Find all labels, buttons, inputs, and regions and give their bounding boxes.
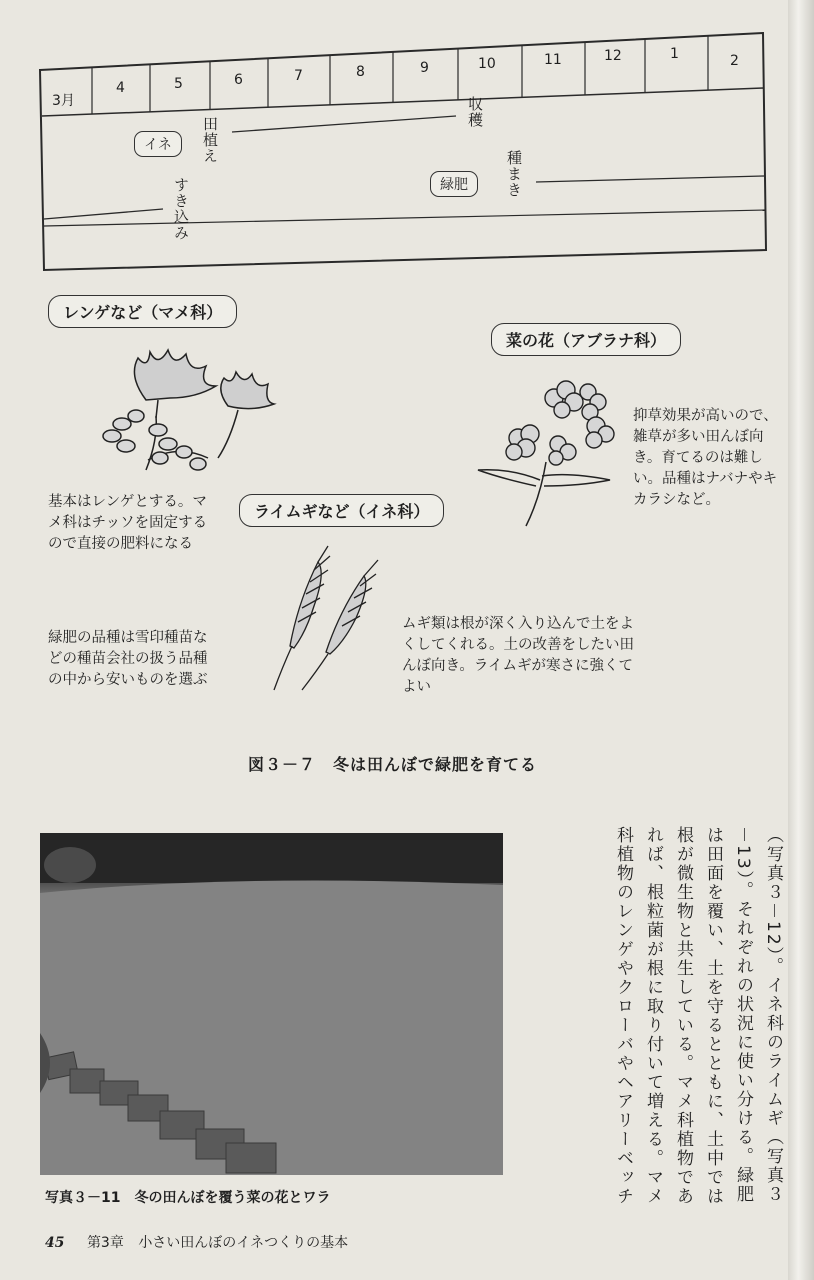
green-manure-tag: 緑肥 — [430, 171, 478, 197]
rice-tag: イネ — [134, 131, 182, 157]
renge-title: レンゲなど（マメ科） — [48, 295, 237, 328]
month-label: 12 — [604, 48, 622, 64]
month-label: 4 — [116, 80, 125, 96]
photo-caption: 写真３－11 冬の田んぼを覆う菜の花とワラ — [45, 1190, 331, 1206]
nanohana-illustration — [470, 368, 630, 528]
calendar-frame — [0, 0, 814, 290]
nanohana-note: 抑草効果が高いので、雑草が多い田んぼ向き。育てるのは難しい。品種はナバナやキカラシなど。 — [633, 408, 778, 508]
variety-note: 緑肥の品種は雪印種苗などの種苗会社の扱う品種の中から安いものを選ぶ — [48, 630, 208, 688]
nanohana-title: 菜の花（アブラナ科） — [491, 323, 681, 356]
transplant-label: 田植え — [201, 116, 219, 164]
planting-calendar — [0, 0, 814, 290]
plow-in-label: すき込み — [172, 177, 190, 241]
month-label: 11 — [544, 52, 562, 68]
month-label: 1 — [670, 46, 679, 62]
renge-note: 基本はレンゲとする。マメ科はチッソを固定するので直接の肥料になる — [48, 494, 208, 552]
month-label: 7 — [294, 68, 303, 84]
figure-caption: 図３－７ 冬は田んぼで緑肥を育てる — [248, 755, 538, 774]
page-footer — [45, 1232, 348, 1252]
field-photo — [40, 833, 503, 1175]
month-label: 2 — [730, 53, 739, 69]
month-label: 6 — [234, 72, 243, 88]
raimugi-note: ムギ類は根が深く入り込んで土をよくしてくれる。土の改善をしたい田んぼ向き。ライムギが寒さに強くてよい — [402, 616, 634, 695]
chapter-title: 小さい田んぼのイネつくりの基本 — [138, 1235, 349, 1251]
raimugi-illustration — [268, 542, 418, 692]
renge-illustration — [98, 340, 278, 480]
body-text: （写真３－12）。イネ科のライムギ（写真３－13）。それぞれの状況に使い分ける。緑肥は田面を覆い、土を守るとともに、土中では根が微生物と共生している。マメ科植物であれば、根粒菌が根に取り付いて増える。マメ科植物のレンゲやクローバやヘアリーベッチ — [613, 826, 783, 1206]
field-photo-scene — [40, 833, 503, 1175]
sowing-label: 種まき — [505, 150, 523, 198]
month-label: 5 — [174, 76, 183, 92]
harvest-label: 収穫 — [466, 96, 484, 128]
raimugi-title: ライムギなど（イネ科） — [239, 494, 444, 527]
month-label: 9 — [420, 60, 429, 76]
month-label: 10 — [478, 56, 496, 72]
chapter-number: 第3章 — [86, 1235, 124, 1251]
month-label: 3月 — [52, 93, 75, 109]
month-label: 8 — [356, 64, 365, 80]
page-number: 45 — [45, 1235, 65, 1251]
